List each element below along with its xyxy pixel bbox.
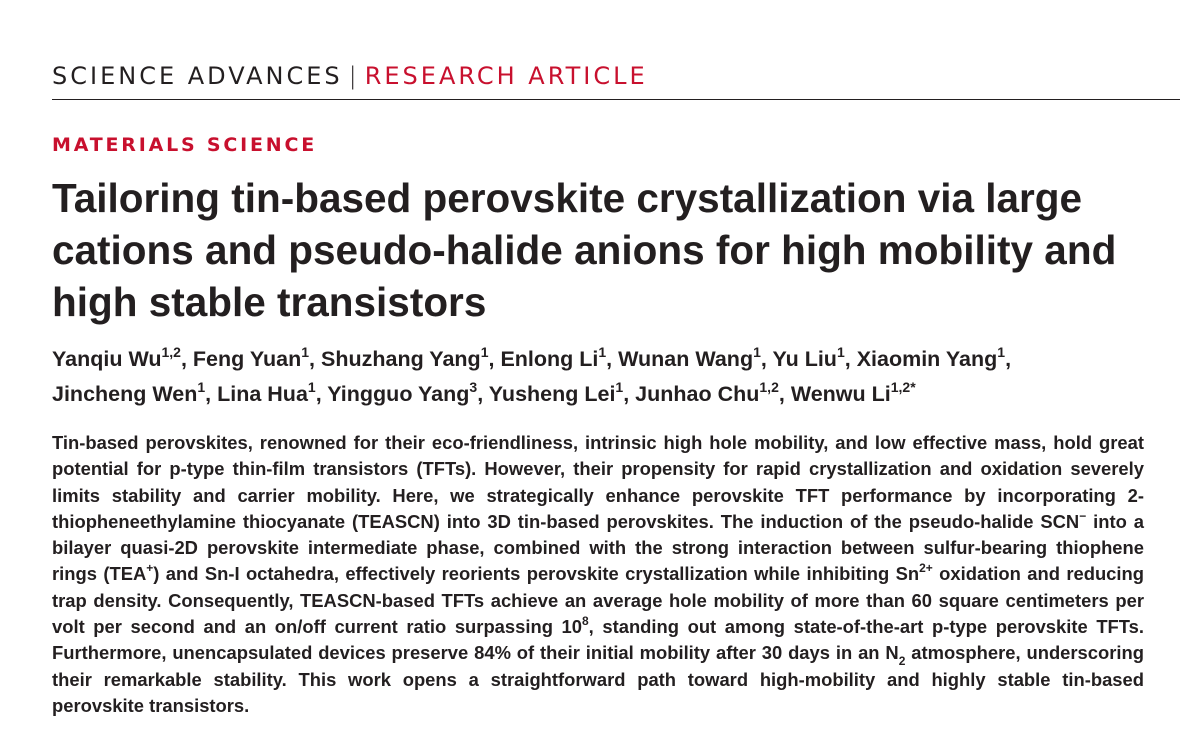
- author-affiliation: 1: [301, 343, 310, 360]
- author: Shuzhang Yang$^1$,: [321, 343, 501, 371]
- author: Junhao Chu$^{1,2}$,: [635, 378, 791, 406]
- author: Enlong Li$^1$,: [500, 343, 619, 371]
- author-affiliation: 1: [753, 343, 761, 360]
- author-affiliation: 3: [469, 378, 478, 395]
- author: Yu Liu$^1$,: [772, 343, 857, 371]
- author-affiliation: 1: [480, 343, 489, 360]
- author: Xiaomin Yang$^1$,: [856, 343, 1012, 371]
- article-type: RESEARCH ARTICLE: [364, 62, 648, 90]
- author: Wenwu $Li^{1,2*}$: [790, 378, 916, 406]
- author-affiliation: 1,2: [759, 378, 779, 395]
- author-affiliation: 1,2: [161, 343, 181, 360]
- author: Feng Yuan$^1$,: [192, 343, 321, 371]
- author-affiliation: 1,2*: [890, 378, 916, 395]
- author: Yanqiu Wu$^{1,2}$,: [52, 343, 193, 371]
- author-affiliation: 1: [307, 378, 316, 395]
- journal-masthead: [52, 60, 648, 92]
- author-affiliation: 1: [836, 343, 845, 360]
- author: Yingguo Yang$^3$,: [327, 378, 489, 406]
- author-affiliation: 1: [197, 378, 206, 395]
- author-list: [52, 342, 1152, 412]
- masthead-separator: |: [348, 62, 357, 90]
- author: Lina Hua$^1$,: [217, 378, 328, 406]
- section-label: MATERIALS SCIENCE: [52, 134, 317, 156]
- article-title: Tailoring tin-based perovskite crystallization via large cations and pseudo-halide anions for high mobility and high stable transistors: [52, 175, 1117, 325]
- author: Wunan Wang$^1$,: [618, 343, 773, 371]
- abstract: Tin-based perovskites, renowned for their eco-friendliness, intrinsic high hole mobility, and low effective mass, hold great potential for p-type thin-film transistors (TFTs). However, their propensity for rapid crystallization and oxidation severely limits stability and carrier mobility. Here, we strategically enhance perovskite TFT performance by incorporating 2-thiopheneethylamine thiocyanate (TEASCN) into 3D tin-based perovskites. The induction of the pseudo-halide SCN− into a bilayer quasi-2D perovskite intermediate phase, combined with the strong interaction between sulfur-bearing thiophene rings (TEA+) and Sn-I octahedra, effectively reorients perovskite crystallization while inhibiting $Sn^{2+}$ oxidation and reducing trap density. Consequently, TEASCN-based TFTs achieve an average hole mobility of more than 60 square centimeters per volt per second and an on/off current ratio surpassing $10^8$, standing out among state-of-the-art p-type perovskite TFTs. Furthermore, unencapsulated devices preserve 84% of their initial mobility after 30 days in an $N_2$ atmosphere, underscoring their remarkable stability. This work opens a straightforward path toward high-mobility and highly stable tin-based perovskite transistors.: [52, 432, 1144, 716]
- author-affiliation: 1: [997, 343, 1006, 360]
- author: Yusheng Lei$^1$,: [488, 378, 636, 406]
- author-affiliation: 1: [598, 343, 607, 360]
- journal-name: SCIENCE ADVANCES: [52, 62, 343, 90]
- header-rule: [52, 99, 1180, 100]
- author-affiliation: 1: [615, 378, 624, 395]
- author: Jincheng Wen$^1$,: [52, 378, 218, 406]
